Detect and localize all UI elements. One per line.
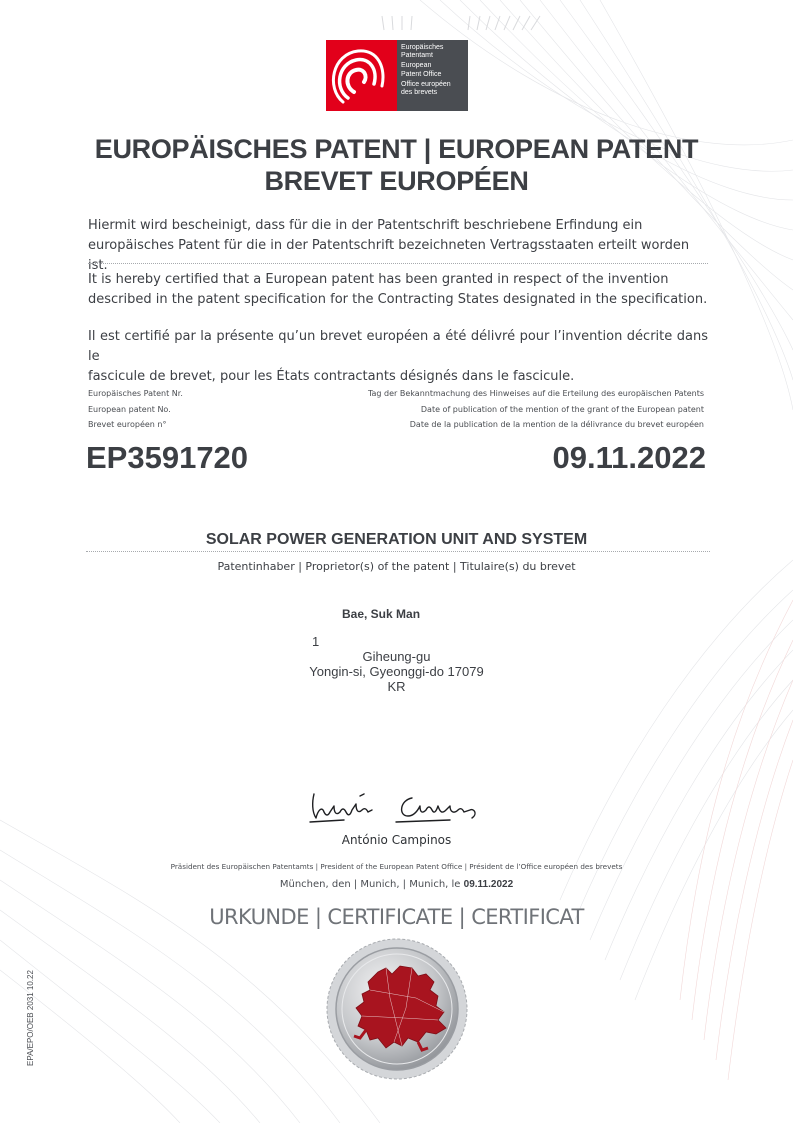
statement-en [88,270,708,310]
epo-swirl-icon [326,40,397,111]
epo-logo-text [401,44,467,97]
epo-logo-mark [326,40,397,111]
publication-date: 09.11.2022 [552,440,706,475]
address-line: Giheung-gu [362,649,431,664]
certificate-label: URKUNDE | CERTIFICATE | CERTIFICAT [209,905,584,929]
logo-line: Office européen [401,80,451,88]
publication-date-labels [300,386,704,433]
address-line: 1 [312,634,320,649]
patent-number: EP3591720 [86,440,249,475]
invention-title: SOLAR POWER GENERATION UNIT AND SYSTEM [205,531,588,548]
address-line: KR [387,679,406,694]
logo-line: Patentamt [401,52,433,60]
statement-line: europäisches Patent für die in der Patentschrift bezeichneten Vertragsstaaten erteilt worden ist. [88,238,690,273]
europe-seal-icon [326,938,468,1080]
divider [88,263,708,264]
logo-line: Europäisches [401,44,444,51]
statement-de [88,216,708,276]
logo-line: European [401,62,432,70]
proprietor-name: Bae, Suk Man [342,607,421,621]
address-line: Yongin-si, Gyeonggi-do 17079 [309,664,484,679]
title-line-2: BREVET EUROPÉEN [264,166,529,196]
signature-date: 09.11.2022 [463,879,514,890]
statement-line: Hiermit wird bescheinigt, dass für die in der Patentschrift beschriebene Erfindung ein [88,218,643,233]
statement-line: fascicule de brevet, pour les États contractants désignés dans le fascicule. [88,369,575,384]
label-line: Europäisches Patent Nr. [88,389,183,398]
document-title [0,133,793,197]
signatory-name: António Campinos [341,833,452,847]
place-text: München, den | Munich, | Munich, le [279,879,461,890]
statement-line: It is hereby certified that a European patent has been granted in respect of the invention [88,272,669,287]
statement-line: described in the patent specification for the Contracting States designated in the specification. [88,292,708,307]
logo-line: Patent Office [401,70,442,78]
epo-logo [326,40,468,111]
place-date-line [0,879,793,890]
title-line-1: EUROPÄISCHES PATENT | EUROPEAN PATENT [94,134,699,164]
form-code: EPA/EPO/OEB 2031 10.22 [26,970,35,1066]
label-line: Date de la publication de la mention de la délivrance du brevet européen [409,420,704,429]
label-line: European patent No. [88,404,171,414]
logo-line: des brevets [401,89,438,97]
statement-fr [88,327,708,387]
patent-number-labels [88,386,183,433]
label-line: Date of publication of the mention of the grant of the European patent [420,404,704,414]
divider [86,551,710,552]
label-line: Brevet européen n° [88,420,167,429]
signatory-title: Präsident des Europäischen Patentamts | President of the European Patent Office | Président de l’Office européen des brevets [170,862,623,871]
statement-line: Il est certifié par la présente qu’un brevet européen a été délivré pour l’invention décrite dans le [88,329,708,364]
label-line: Tag der Bekanntmachung des Hinweises auf die Erteilung des europäischen Patents [367,389,704,398]
signature [300,786,490,830]
proprietor-label: Patentinhaber | Proprietor(s) of the patent | Titulaire(s) du brevet [217,560,576,573]
